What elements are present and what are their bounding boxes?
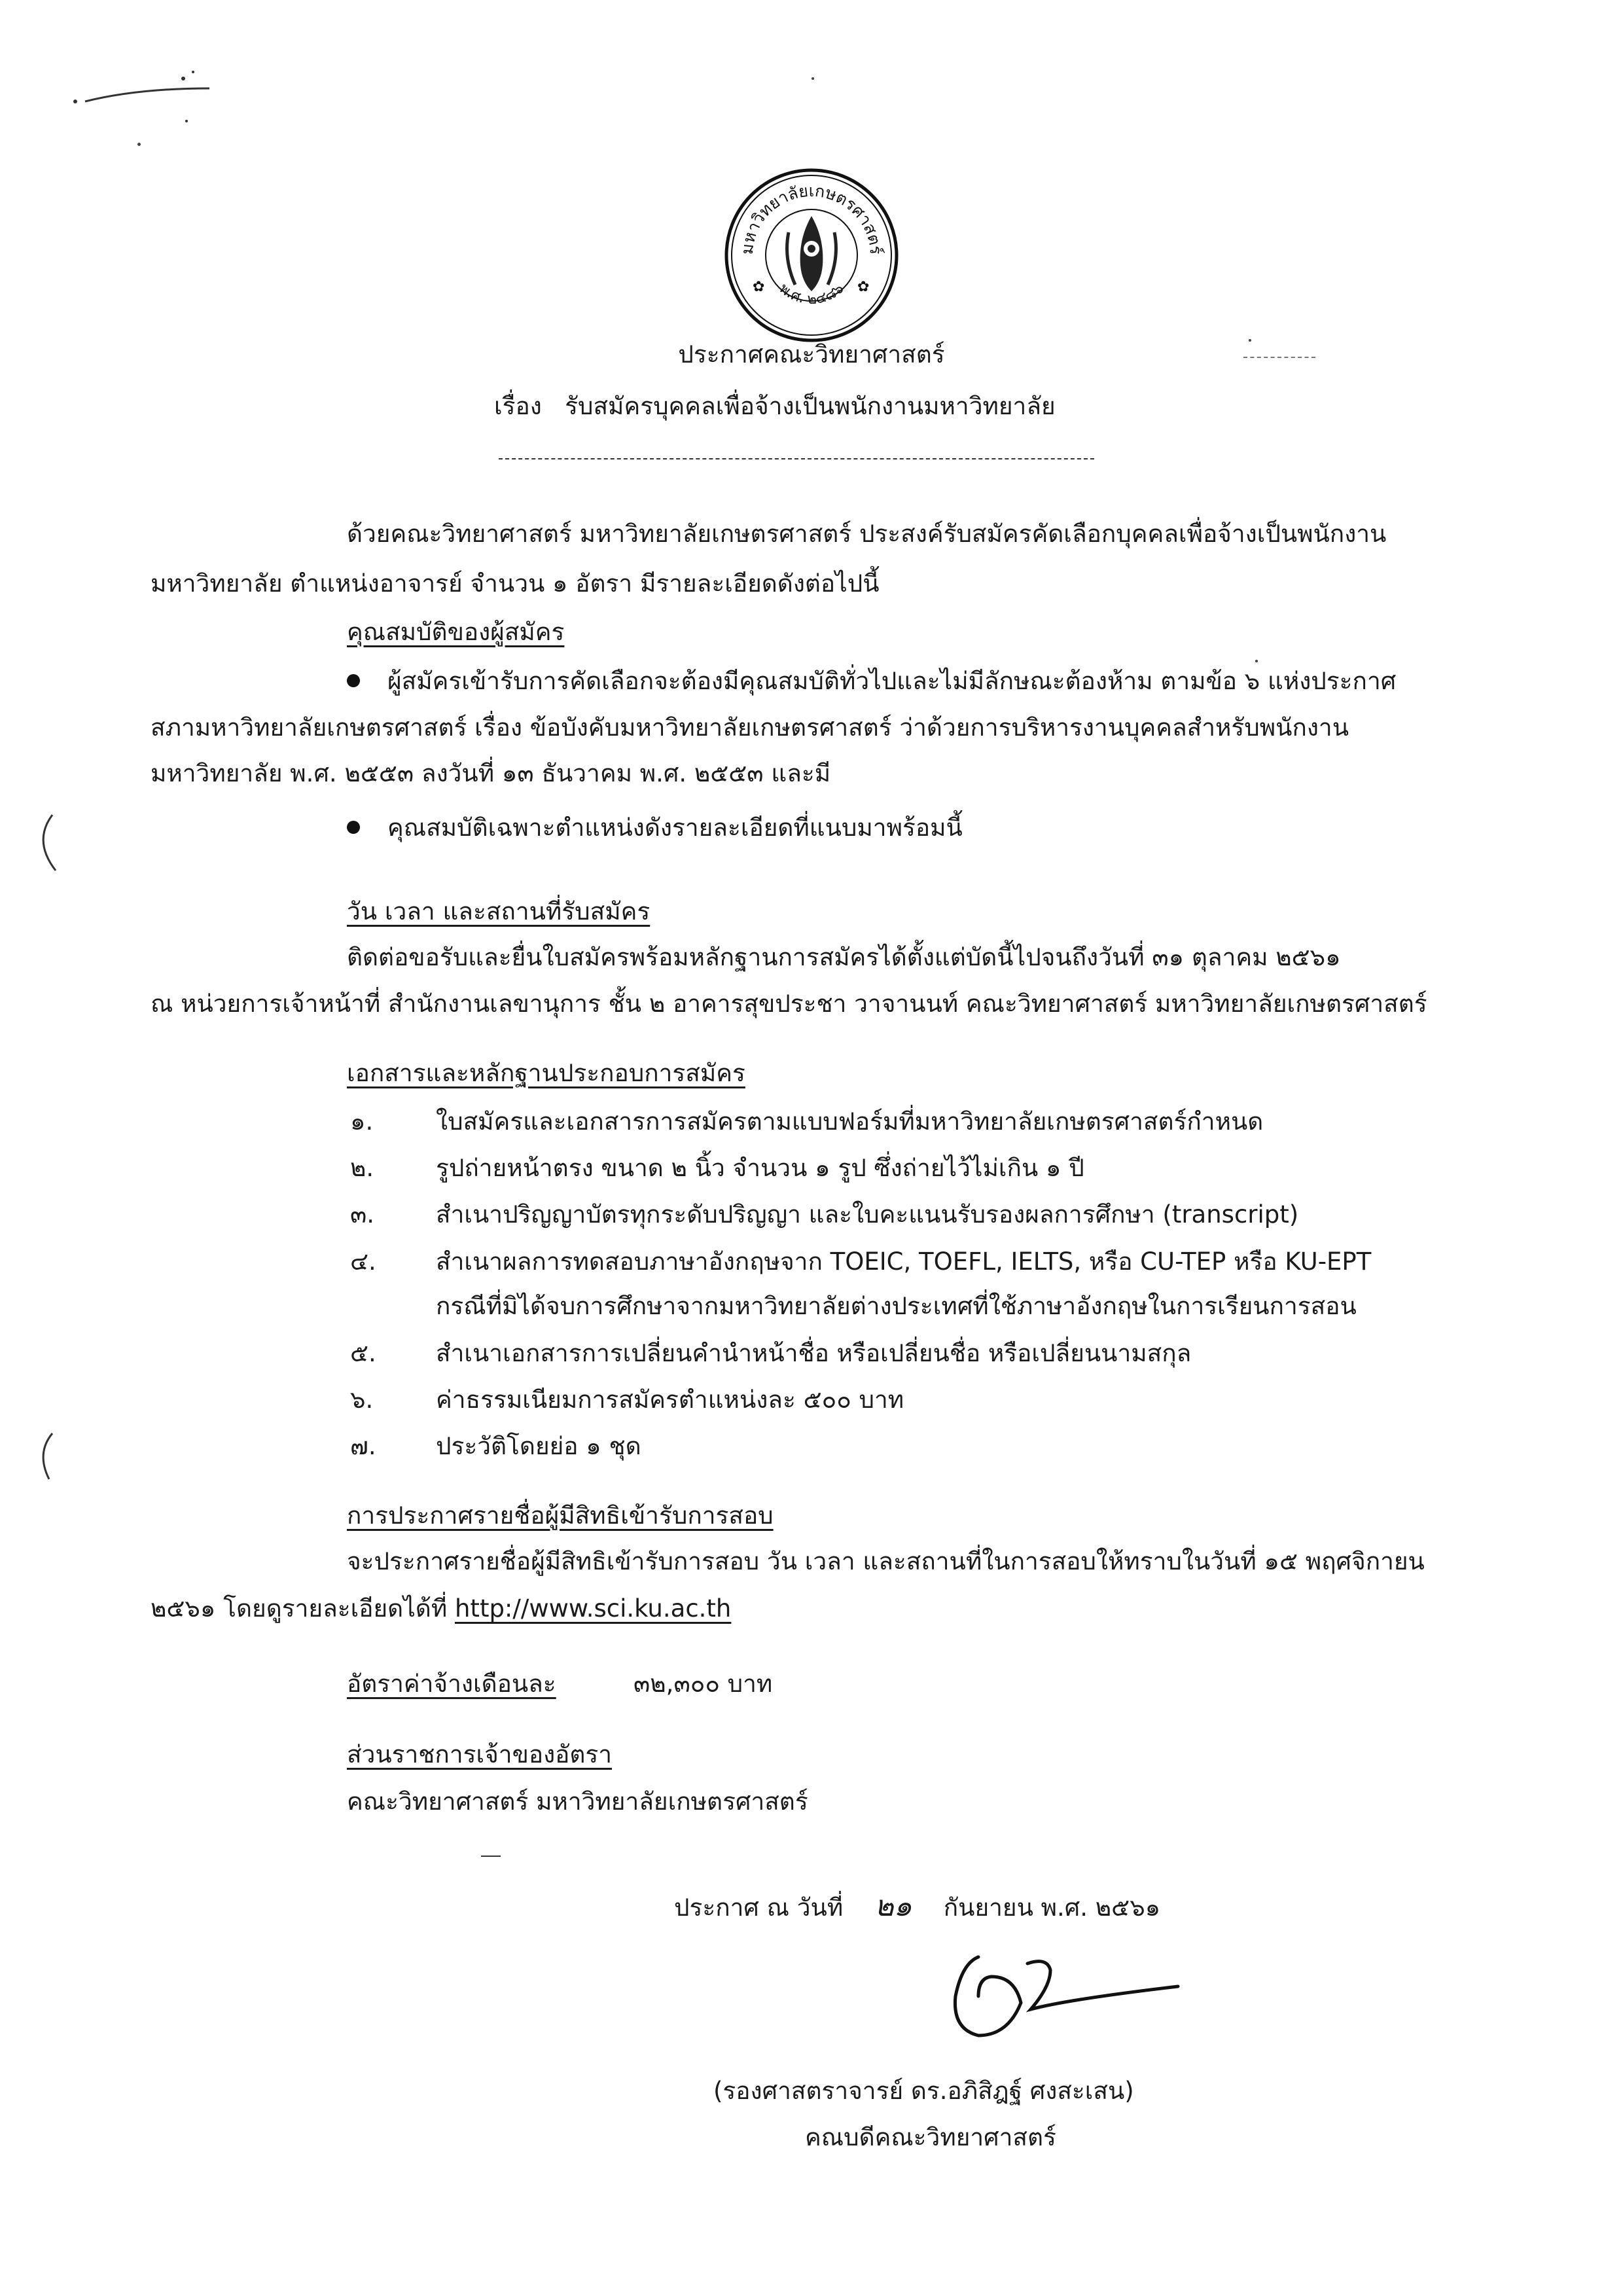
date-month-year: กันยายน พ.ศ. ๒๕๖๑ [943,1893,1161,1922]
salary-label: อัตราค่าจ้างเดือนละ [347,1670,556,1698]
intro-line-2: มหาวิทยาลัย ตำแหน่งอาจารย์ จำนวน ๑ อัตรา มีรายละเอียดดังต่อไปนี้ [151,569,880,598]
announcement-line-2-prefix: ๒๕๖๑ โดยดูรายละเอียดได้ที่ [151,1594,448,1623]
faculty-website-link[interactable]: http://www.sci.ku.ac.th [454,1594,732,1623]
list-item-number: ๒. [350,1154,374,1182]
list-item-text: รูปถ่ายหน้าตรง ขนาด ๒ นิ้ว จำนวน ๑ รูป ซึ่งถ่ายไว้ไม่เกิน ๑ ปี [436,1154,1084,1182]
date-prefix: ประกาศ ณ วันที่ [674,1893,844,1922]
list-item-number: ๗. [350,1432,376,1460]
list-item-text: สำเนาผลการทดสอบภาษาอังกฤษจาก TOEIC, TOEFL, IELTS, หรือ CU-TEP หรือ KU-EPT [436,1247,1372,1276]
qualification-1-line-1: ผู้สมัครเข้ารับการคัดเลือกจะต้องมีคุณสมบัติทั่วไปและไม่มีลักษณะต้องห้าม ตามข้อ ๖ แห่งประกาศ [387,667,1397,695]
list-item-text: สำเนาปริญญาบัตรทุกระดับปริญญา และใบคะแนนรับรองผลการศึกษา (transcript) [436,1200,1299,1229]
documents-heading: เอกสารและหลักฐานประกอบการสมัคร [347,1059,745,1087]
header-scan-dash [1243,357,1315,358]
signatory-position: คณบดีคณะวิทยาศาสตร์ [805,2123,1056,2151]
list-item-number: ๔. [350,1247,376,1276]
university-seal [723,167,900,344]
announcement-line-2 [151,1590,731,1627]
qualification-1-line-2: สภามหาวิทยาลัยเกษตรศาสตร์ เรื่อง ข้อบังคับมหาวิทยาลัยเกษตรศาสตร์ ว่าด้วยการบริหารงานบุคคลสำหรับพนักงาน [151,713,1349,742]
seal-text: มหาวิทยาลัยเกษตรศาสตร์ [737,181,886,256]
scan-bracket-1 [26,808,65,880]
svg-text:✿: ✿ [753,279,765,295]
bullet-icon [347,674,360,687]
signature [916,1937,1191,2068]
application-heading: วัน เวลา และสถานที่รับสมัคร [347,897,651,925]
page-title: ประกาศคณะวิทยาศาสตร์ [678,340,945,368]
scan-mark-top-left [59,62,229,128]
seal-emblem-icon [787,216,836,291]
list-item-text: สำเนาเอกสารการเปลี่ยนคำนำหน้าชื่อ หรือเปลี่ยนชื่อ หรือเปลี่ยนนามสกุล [436,1339,1192,1367]
subject-text: รับสมัครบุคคลเพื่อจ้างเป็นพนักงานมหาวิทยาลัย [565,392,1056,420]
list-item-text: ประวัติโดยย่อ ๑ ชุด [436,1432,641,1460]
list-item-number: ๕. [350,1339,376,1367]
signatory-name: (รองศาสตราจารย์ ดร.อภิสิฎฐ์ ศงสะเสน) [713,2077,1134,2105]
date-line [674,1888,1160,1926]
scan-dash [481,1856,501,1857]
owner-value: คณะวิทยาศาสตร์ มหาวิทยาลัยเกษตรศาสตร์ [347,1787,808,1816]
list-item-text: ค่าธรรมเนียมการสมัครตำแหน่งละ ๕๐๐ บาท [436,1386,904,1414]
subject-label: เรื่อง [494,392,542,420]
list-item-number: ๑. [350,1107,374,1136]
subject-line [494,388,1056,425]
list-item-number: ๓. [350,1200,375,1229]
announcement-heading: การประกาศรายชื่อผู้มีสิทธิเข้ารับการสอบ [347,1501,774,1530]
qualifications-heading: คุณสมบัติของผู้สมัคร [347,618,565,646]
svg-text:✿: ✿ [857,279,870,295]
scan-bracket-2 [26,1427,65,1499]
header-divider [499,458,1094,459]
application-line-2: ณ หน่วยการเจ้าหน้าที่ สำนักงานเลขานุการ ชั้น ๒ อาคารสุขประชา วาจานนท์ คณะวิทยาศาสตร์ มหาวิทยาลัยเกษตรศาสตร์ [151,990,1427,1018]
intro-line-1: ด้วยคณะวิทยาศาสตร์ มหาวิทยาลัยเกษตรศาสตร์ ประสงค์รับสมัครคัดเลือกบุคคลเพื่อจ้างเป็นพนักงาน [347,520,1387,548]
qualification-1-line-3: มหาวิทยาลัย พ.ศ. ๒๕๕๓ ลงวันที่ ๑๓ ธันวาคม พ.ศ. ๒๕๕๓ และมี [151,759,831,787]
announcement-line-1: จะประกาศรายชื่อผู้มีสิทธิเข้ารับการสอบ วัน เวลา และสถานที่ในการสอบให้ทราบในวันที่ ๑๕ พฤศจิกายน [347,1547,1425,1575]
list-item-text: ใบสมัครและเอกสารการสมัครตามแบบฟอร์มที่มหาวิทยาลัยเกษตรศาสตร์กำหนด [436,1107,1264,1136]
seal-year: พ.ศ. ๒๔๘๖ [776,280,847,308]
salary-value: ๓๒,๓๐๐ บาท [633,1670,773,1698]
owner-heading: ส่วนราชการเจ้าของอัตรา [347,1740,613,1768]
list-item-text-continued: กรณีที่มิได้จบการศึกษาจากมหาวิทยาลัยต่างประเทศที่ใช้ภาษาอังกฤษในการเรียนการสอน [436,1292,1357,1320]
date-day-handwritten: ๒๑ [874,1890,912,1923]
qualification-2: คุณสมบัติเฉพาะตำแหน่งดังรายละเอียดที่แนบมาพร้อมนี้ [387,814,963,842]
list-item-number: ๖. [350,1386,374,1414]
bullet-icon [347,821,360,834]
application-line-1: ติดต่อขอรับและยื่นใบสมัครพร้อมหลักฐานการสมัครได้ตั้งแต่บัดนี้ไปจนถึงวันที่ ๓๑ ตุลาคม ๒๕๖๑ [347,943,1341,971]
